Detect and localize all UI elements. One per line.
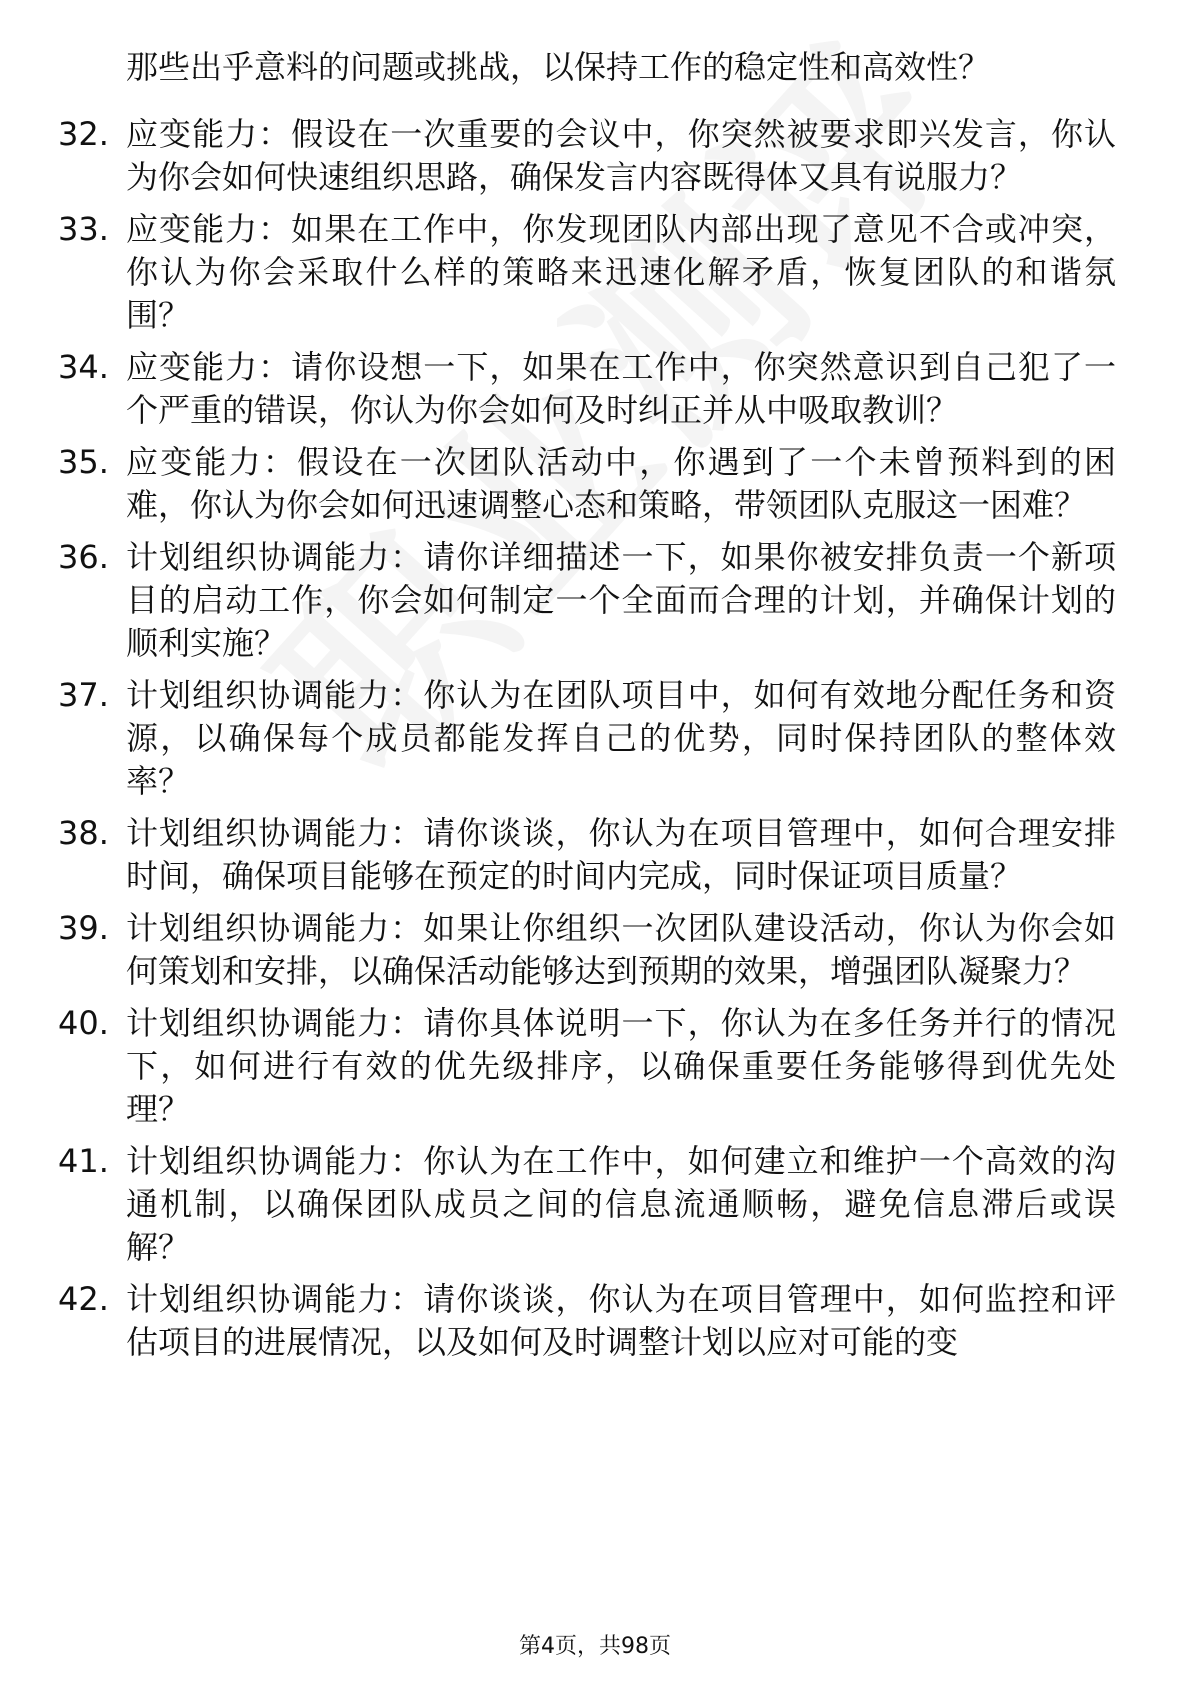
question-text: 应变能力：如果在工作中，你发现团队内部出现了意见不合或冲突，你认为你会采取什么样的策略来迅速化解矛盾，恢复团队的和谐氛围？ bbox=[126, 210, 1116, 334]
question-number: 37. bbox=[58, 676, 109, 714]
list-item bbox=[0, 1140, 1190, 1269]
page-footer: 第4页，共98页 bbox=[519, 1634, 671, 1659]
question-text: 计划组织协调能力：请你详细描述一下，如果你被安排负责一个新项目的启动工作，你会如何制定一个全面而合理的计划，并确保计划的顺利实施？ bbox=[126, 538, 1116, 662]
question-number: 41. bbox=[58, 1142, 109, 1180]
list-item bbox=[0, 208, 1190, 337]
list-item bbox=[0, 1278, 1190, 1364]
continuation-text: 那些出乎意料的问题或挑战，以保持工作的稳定性和高效性？ bbox=[126, 48, 991, 86]
question-text: 应变能力：假设在一次重要的会议中，你突然被要求即兴发言，你认为你会如何快速组织思路，确保发言内容既得体又具有说服力？ bbox=[126, 115, 1116, 196]
list-item bbox=[0, 113, 1190, 199]
question-number: 39. bbox=[58, 909, 109, 947]
question-text: 应变能力：请你设想一下，如果在工作中，你突然意识到自己犯了一个严重的错误，你认为你会如何及时纠正并从中吸取教训？ bbox=[126, 348, 1116, 429]
question-text: 计划组织协调能力：请你谈谈，你认为在项目管理中，如何监控和评估项目的进展情况，以及如何及时调整计划以应对可能的变 bbox=[126, 1280, 1116, 1361]
question-number: 42. bbox=[58, 1280, 109, 1318]
list-item bbox=[0, 536, 1190, 665]
list-item bbox=[0, 1002, 1190, 1131]
question-list bbox=[0, 113, 1190, 1373]
question-number: 34. bbox=[58, 348, 109, 386]
question-text: 应变能力：假设在一次团队活动中，你遇到了一个未曾预料到的困难，你认为你会如何迅速调整心态和策略，带领团队克服这一困难？ bbox=[126, 443, 1116, 524]
list-item bbox=[0, 441, 1190, 527]
list-item bbox=[0, 674, 1190, 803]
question-number: 40. bbox=[58, 1004, 109, 1042]
question-number: 35. bbox=[58, 443, 109, 481]
list-item bbox=[0, 907, 1190, 993]
question-number: 38. bbox=[58, 814, 109, 852]
question-text: 计划组织协调能力：请你谈谈，你认为在项目管理中，如何合理安排时间，确保项目能够在预定的时间内完成，同时保证项目质量？ bbox=[126, 814, 1116, 895]
list-item bbox=[0, 812, 1190, 898]
question-text: 计划组织协调能力：如果让你组织一次团队建设活动，你认为你会如何策划和安排，以确保活动能够达到预期的效果，增强团队凝聚力？ bbox=[126, 909, 1116, 990]
question-text: 计划组织协调能力：你认为在工作中，如何建立和维护一个高效的沟通机制，以确保团队成员之间的信息流通顺畅，避免信息滞后或误解？ bbox=[126, 1142, 1116, 1266]
question-text: 计划组织协调能力：你认为在团队项目中，如何有效地分配任务和资源，以确保每个成员都能发挥自己的优势，同时保持团队的整体效率？ bbox=[126, 676, 1116, 800]
question-text: 计划组织协调能力：请你具体说明一下，你认为在多任务并行的情况下，如何进行有效的优先级排序，以确保重要任务能够得到优先处理？ bbox=[126, 1004, 1116, 1128]
list-item bbox=[0, 346, 1190, 432]
question-number: 32. bbox=[58, 115, 109, 153]
question-number: 36. bbox=[58, 538, 109, 576]
question-number: 33. bbox=[58, 210, 109, 248]
